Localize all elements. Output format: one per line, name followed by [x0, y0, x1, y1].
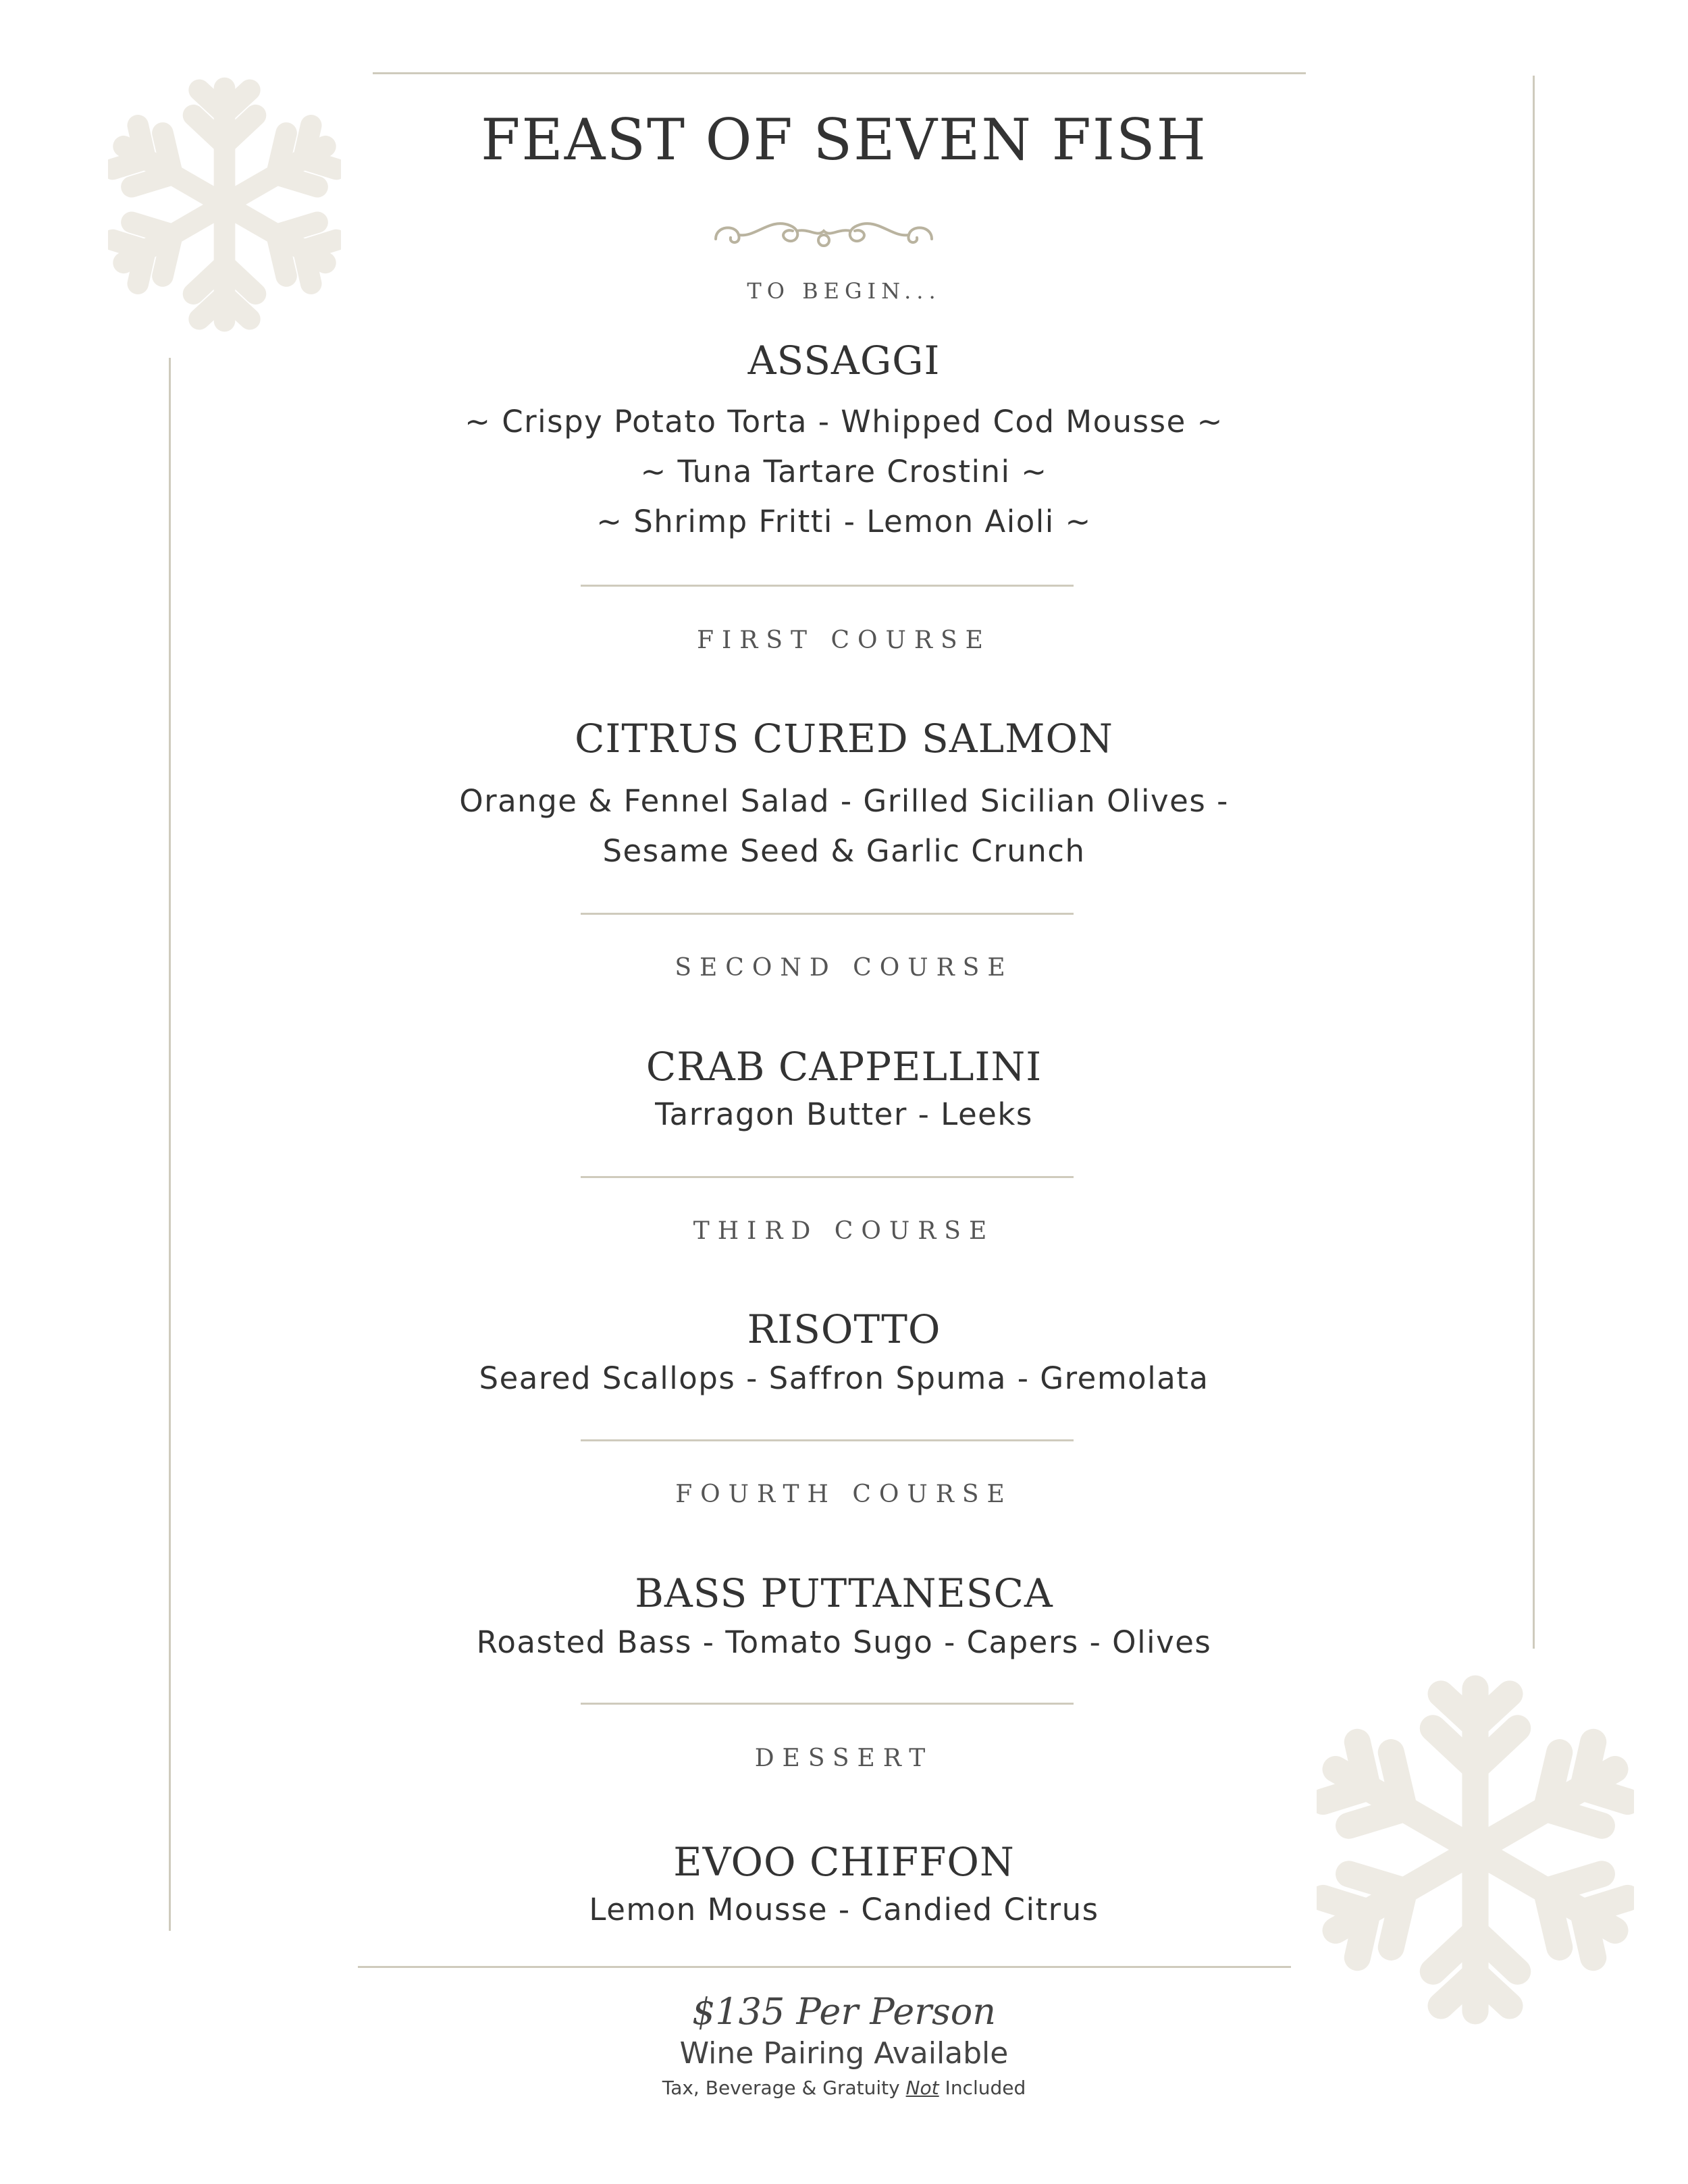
description-line: Tarragon Butter - Leeks — [655, 1096, 1033, 1132]
dish-description — [0, 1618, 1688, 1668]
description-line: Lemon Mousse - Candied Citrus — [589, 1892, 1099, 1927]
section-divider — [581, 1439, 1074, 1441]
dish-name: EVOO CHIFFON — [673, 1839, 1015, 1885]
description-line: Roasted Bass - Tomato Sugo - Capers - Olives — [476, 1624, 1212, 1660]
section-divider — [581, 1176, 1074, 1178]
description-line: ~ Shrimp Fritti - Lemon Aioli ~ — [596, 504, 1092, 539]
dish-description — [0, 776, 1688, 876]
description-line: Sesame Seed & Garlic Crunch — [602, 833, 1086, 869]
dish-name: CITRUS CURED SALMON — [575, 716, 1113, 762]
section-divider — [581, 1703, 1074, 1705]
fine-print — [0, 2077, 1688, 2099]
dish-name: BASS PUTTANESCA — [635, 1570, 1053, 1616]
description-line: ~ Crispy Potato Torta - Whipped Cod Mousse ~ — [465, 404, 1223, 440]
dish-name: ASSAGGI — [747, 338, 941, 383]
fine-print-suffix: Included — [939, 2077, 1026, 2099]
dish-description — [0, 1354, 1688, 1404]
price: $135 Per Person — [691, 1990, 997, 2033]
page-title: FEAST OF SEVEN FISH — [481, 107, 1207, 173]
fine-print-prefix: Tax, Beverage & Gratuity — [662, 2077, 906, 2099]
bottom-rule — [358, 1966, 1291, 1968]
wine-pairing-note: Wine Pairing Available — [679, 2036, 1009, 2071]
description-line: Orange & Fennel Salad - Grilled Sicilian Olives - — [459, 783, 1229, 819]
top-rule — [373, 72, 1306, 74]
description-line: Seared Scallops - Saffron Spuma - Gremolata — [479, 1360, 1209, 1396]
left-vertical-rule — [169, 358, 171, 1931]
intro-label: TO BEGIN... — [747, 278, 941, 304]
section-divider — [581, 913, 1074, 915]
course-label: FOURTH COURSE — [675, 1481, 1013, 1508]
course-label: FIRST COURSE — [697, 627, 991, 654]
dish-name: CRAB CAPPELLINI — [645, 1044, 1043, 1090]
course-label: DESSERT — [754, 1744, 934, 1772]
dish-description — [0, 397, 1688, 547]
section-divider — [581, 585, 1074, 587]
course-label: THIRD COURSE — [693, 1217, 995, 1245]
description-line: ~ Tuna Tartare Crostini ~ — [640, 454, 1048, 489]
fine-print-emphasis: Not — [905, 2077, 939, 2099]
dish-name: RISOTTO — [747, 1306, 941, 1352]
dish-description — [0, 1090, 1688, 1140]
course-label: SECOND COURSE — [675, 954, 1013, 982]
dish-description — [0, 1885, 1688, 1935]
flourish-ornament-icon — [709, 211, 939, 251]
